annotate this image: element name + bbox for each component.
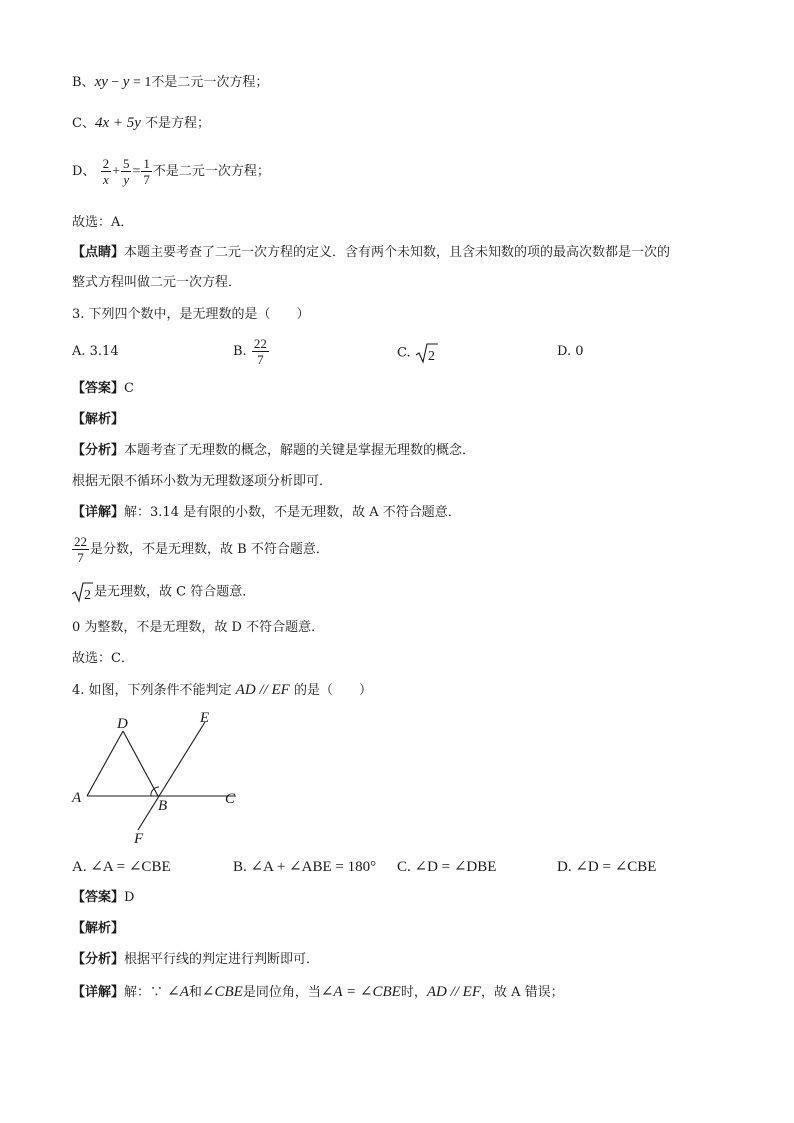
label-a: A	[72, 790, 82, 806]
math-op: +	[112, 164, 120, 179]
q3-selection: 故选：C．	[72, 651, 134, 666]
svg-text:2: 2	[427, 349, 435, 364]
dianjing-line-1	[72, 243, 670, 263]
option-d-explanation	[72, 152, 270, 192]
paragraph-text: 本题主要考查了二元一次方程的定义．含有两个未知数，且含未知数的项的最高次数都是一次的	[124, 245, 671, 260]
q3-option-a: A. 3.14	[72, 344, 119, 359]
q3-fenxi: 【分析】本题考查了无理数的概念，解题的关键是掌握无理数的概念．	[72, 443, 476, 458]
math-op: −	[107, 75, 123, 90]
q3-xiangjie-3: 2 是无理数，故 C 符合题意．	[72, 581, 255, 603]
q3-option-b: B. $\frac{22}{7}$	[233, 336, 267, 367]
q4-fenxi: 【分析】根据平行线的判定进行判断即可．	[72, 952, 320, 967]
math-expr: y	[122, 74, 130, 90]
option-prefix: C、	[72, 116, 95, 131]
dianjing-line-2: 整式方程叫做二元一次方程．	[72, 275, 242, 290]
option-c-explanation	[72, 113, 210, 134]
fraction: $\frac{22}{7}$	[74, 534, 87, 565]
q3-jiexi: 【解析】	[72, 412, 125, 427]
math-expr: xy	[94, 74, 108, 90]
svg-text:2: 2	[84, 588, 91, 603]
fraction: $\frac{1}{7}$	[143, 156, 150, 187]
q3-xiangjie-4: 0 为整数，不是无理数，故 D 不符合题意．	[72, 620, 325, 635]
explanation-text: 不是二元一次方程；	[152, 164, 270, 179]
q3-answer: 【答案】C	[72, 381, 134, 396]
line-ef	[138, 722, 205, 830]
question-3-stem: 3. 下列四个数中，是无理数的是（ ）	[72, 307, 310, 322]
sqrt-symbol	[72, 581, 94, 603]
q4-option-a: A. ∠A = ∠CBE	[72, 859, 171, 875]
label-b: B	[158, 798, 168, 814]
fraction: $\frac{2}{x}$	[102, 156, 110, 187]
q4-answer: 【答案】D	[72, 890, 135, 905]
q4-option-b: B. ∠A + ∠ABE = 180°	[233, 859, 377, 875]
label-d: D	[117, 716, 128, 732]
segment-ad	[87, 731, 123, 796]
fraction: $\frac{22}{7}$	[253, 336, 267, 367]
explanation-text: 不是二元一次方程；	[151, 75, 269, 90]
label-f: F	[134, 831, 144, 847]
label-c: C	[225, 791, 236, 807]
q4-option-c: C. ∠D = ∠DBE	[397, 859, 497, 875]
label-e: E	[200, 710, 210, 726]
geometry-figure	[68, 710, 248, 848]
selection-text: 故选：A．	[72, 215, 134, 230]
fraction: $\frac{5}{y}$	[122, 156, 130, 187]
q3-xiangjie-1: 【详解】解：3.14 是有限的小数，不是无理数，故 A 不符合题意．	[72, 505, 461, 520]
q3-option-d: D. 0	[557, 344, 584, 359]
option-prefix: B、	[72, 75, 95, 90]
q3-xiangjie-2: $\frac{22}{7}$ 是分数，不是无理数，故 B 不符合题意．	[74, 534, 329, 565]
explanation-text: 不是方程；	[140, 116, 211, 131]
option-b-explanation	[72, 72, 268, 93]
option-prefix: D、	[72, 164, 96, 179]
question-4-stem: 4. 如图，下列条件不能判定 AD // EF 的是（ ）	[72, 682, 372, 698]
q3-option-c: C. 2	[397, 342, 439, 364]
q4-jiexi: 【解析】	[72, 921, 125, 936]
q3-fenxi-2: 根据无限不循环小数为无理数逐项分析即可．	[72, 474, 333, 489]
q4-xiangjie: 【详解】解：∵ ∠A和∠CBE是同位角，当∠A = ∠CBE时，AD // EF，故 A 错误；	[72, 984, 564, 1000]
section-tag: 【点睛】	[72, 245, 125, 260]
q4-option-d: D. ∠D = ∠CBE	[557, 859, 657, 875]
math-op: = 1	[129, 75, 152, 90]
sqrt-symbol	[415, 342, 439, 364]
math-expr: 4x + 5y	[94, 115, 141, 131]
math-op: =	[132, 164, 141, 179]
segment-db	[123, 731, 158, 796]
